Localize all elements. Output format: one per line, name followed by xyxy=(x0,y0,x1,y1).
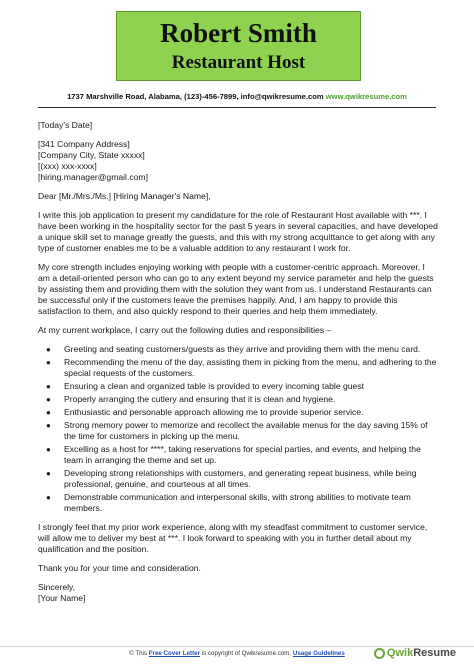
contact-line xyxy=(0,92,474,101)
closing: Sincerely, xyxy=(38,582,76,592)
name-banner xyxy=(116,11,361,81)
bullet-icon: ● xyxy=(46,382,51,391)
paragraph-intro: I write this job application to present my candidature for the role of Restaurant Host available with ***. I have been working in the hospitality sector for the past 5 years in several capacities, and have developed a unique skill set to manage greatly the guests, and this with my strong acquittance to get along with any type of customer enables me to be a valuable addition to any restaurant I work for. xyxy=(38,210,438,253)
duties-list xyxy=(38,344,438,514)
paragraph-closing: I strongly feel that my prior work experience, along with my steadfast commitment to customer service, will allow me to deliver my best at ***. I look forward to speaking with you in further detail about my qualification and the position. xyxy=(38,522,428,554)
list-item: ● Developing strong relationships with customers, and generating repeat business, while being professional, genuine, and courteous at all times. xyxy=(46,468,417,489)
brand-qwik: Qwik xyxy=(386,647,414,659)
list-item: ● Recommending the menu of the day, assisting them in picking from the menu, and adhering to the special requests of the customers. xyxy=(46,357,437,378)
list-item: ● Demonstrable communication and interpersonal skills, with strong abilities to motivate team members. xyxy=(46,492,411,513)
bullet-icon: ● xyxy=(46,395,51,404)
qwikresume-logo xyxy=(374,647,456,659)
paragraph-strengths: My core strength includes enjoying working with people with a customer-centric approach. Moreover, I am a detail-oriented person who can go to any extent beyond my service parameter and help the guests by assisting them and providing them with the solution they want from us. I understand Restaurants can be successful only if the customers leave the premises happily. And, I am happy to provide this satisfaction to them, and also quickly respond to their queries and help them immediately. xyxy=(38,262,434,316)
bullet-icon: ● xyxy=(46,493,51,502)
thanks-line: Thank you for your time and consideration. xyxy=(38,563,201,573)
duties-intro: At my current workplace, I carry out the following duties and responsibilities – xyxy=(38,325,332,335)
brand-resume: Resume xyxy=(413,647,456,659)
list-item: ● Properly arranging the cutlery and ensuring that it is clean and hygiene. xyxy=(46,394,336,404)
salutation: Dear [Mr./Mrs./Ms.] [Hiring Manager's Name], xyxy=(38,191,211,201)
usage-guidelines-link[interactable]: Usage Guidelines xyxy=(292,650,345,657)
letter-date: [Today's Date] xyxy=(38,120,93,130)
bullet-icon: ● xyxy=(46,408,51,417)
address-line: [341 Company Address] xyxy=(38,139,130,149)
recipient-address xyxy=(38,139,438,183)
bullet-icon: ● xyxy=(46,345,51,354)
list-item: ● Enthusiastic and personable approach allowing me to provide superior service. xyxy=(46,407,364,417)
footer-prefix: © This xyxy=(129,650,148,657)
list-item: ● Greeting and seating customers/guests as they arrive and providing them with the menu card. xyxy=(46,344,421,354)
bullet-icon: ● xyxy=(46,358,51,367)
bullet-icon: ● xyxy=(46,469,51,478)
website-link[interactable]: www.qwikresume.com xyxy=(325,92,407,101)
list-item: ● Strong memory power to memorize and recollect the available menus for the day saving 15% of the time for customers in picking up the menu. xyxy=(46,420,428,441)
list-item: ● Ensuring a clean and organized table is provided to every incoming table guest xyxy=(46,381,365,391)
logo-icon xyxy=(374,648,385,659)
bullet-icon: ● xyxy=(46,445,51,454)
signature: [Your Name] xyxy=(38,593,86,603)
letter-body xyxy=(38,120,438,604)
job-title: Restaurant Host xyxy=(171,52,306,73)
footer-copyright: is copyright of Qwikresume.com. xyxy=(201,650,292,657)
bullet-icon: ● xyxy=(46,421,51,430)
address-line: [(xxx) xxx-xxxx] xyxy=(38,161,97,171)
address-line: [Company City, State xxxxx] xyxy=(38,150,145,160)
contact-details: 1737 Marshville Road, Alabama, (123)-456-7899, info@qwikresume.com xyxy=(67,92,324,101)
free-cover-letter-link[interactable]: Free Cover Letter xyxy=(148,650,201,657)
list-item: ● Excelling as a host for ****, taking reservations for special parties, and events, and helping the team in arranging the theme and set up. xyxy=(46,444,421,465)
header-divider xyxy=(38,107,436,108)
candidate-name: Robert Smith xyxy=(160,18,317,48)
address-line: [hiring.manager@gmail.com] xyxy=(38,172,148,182)
